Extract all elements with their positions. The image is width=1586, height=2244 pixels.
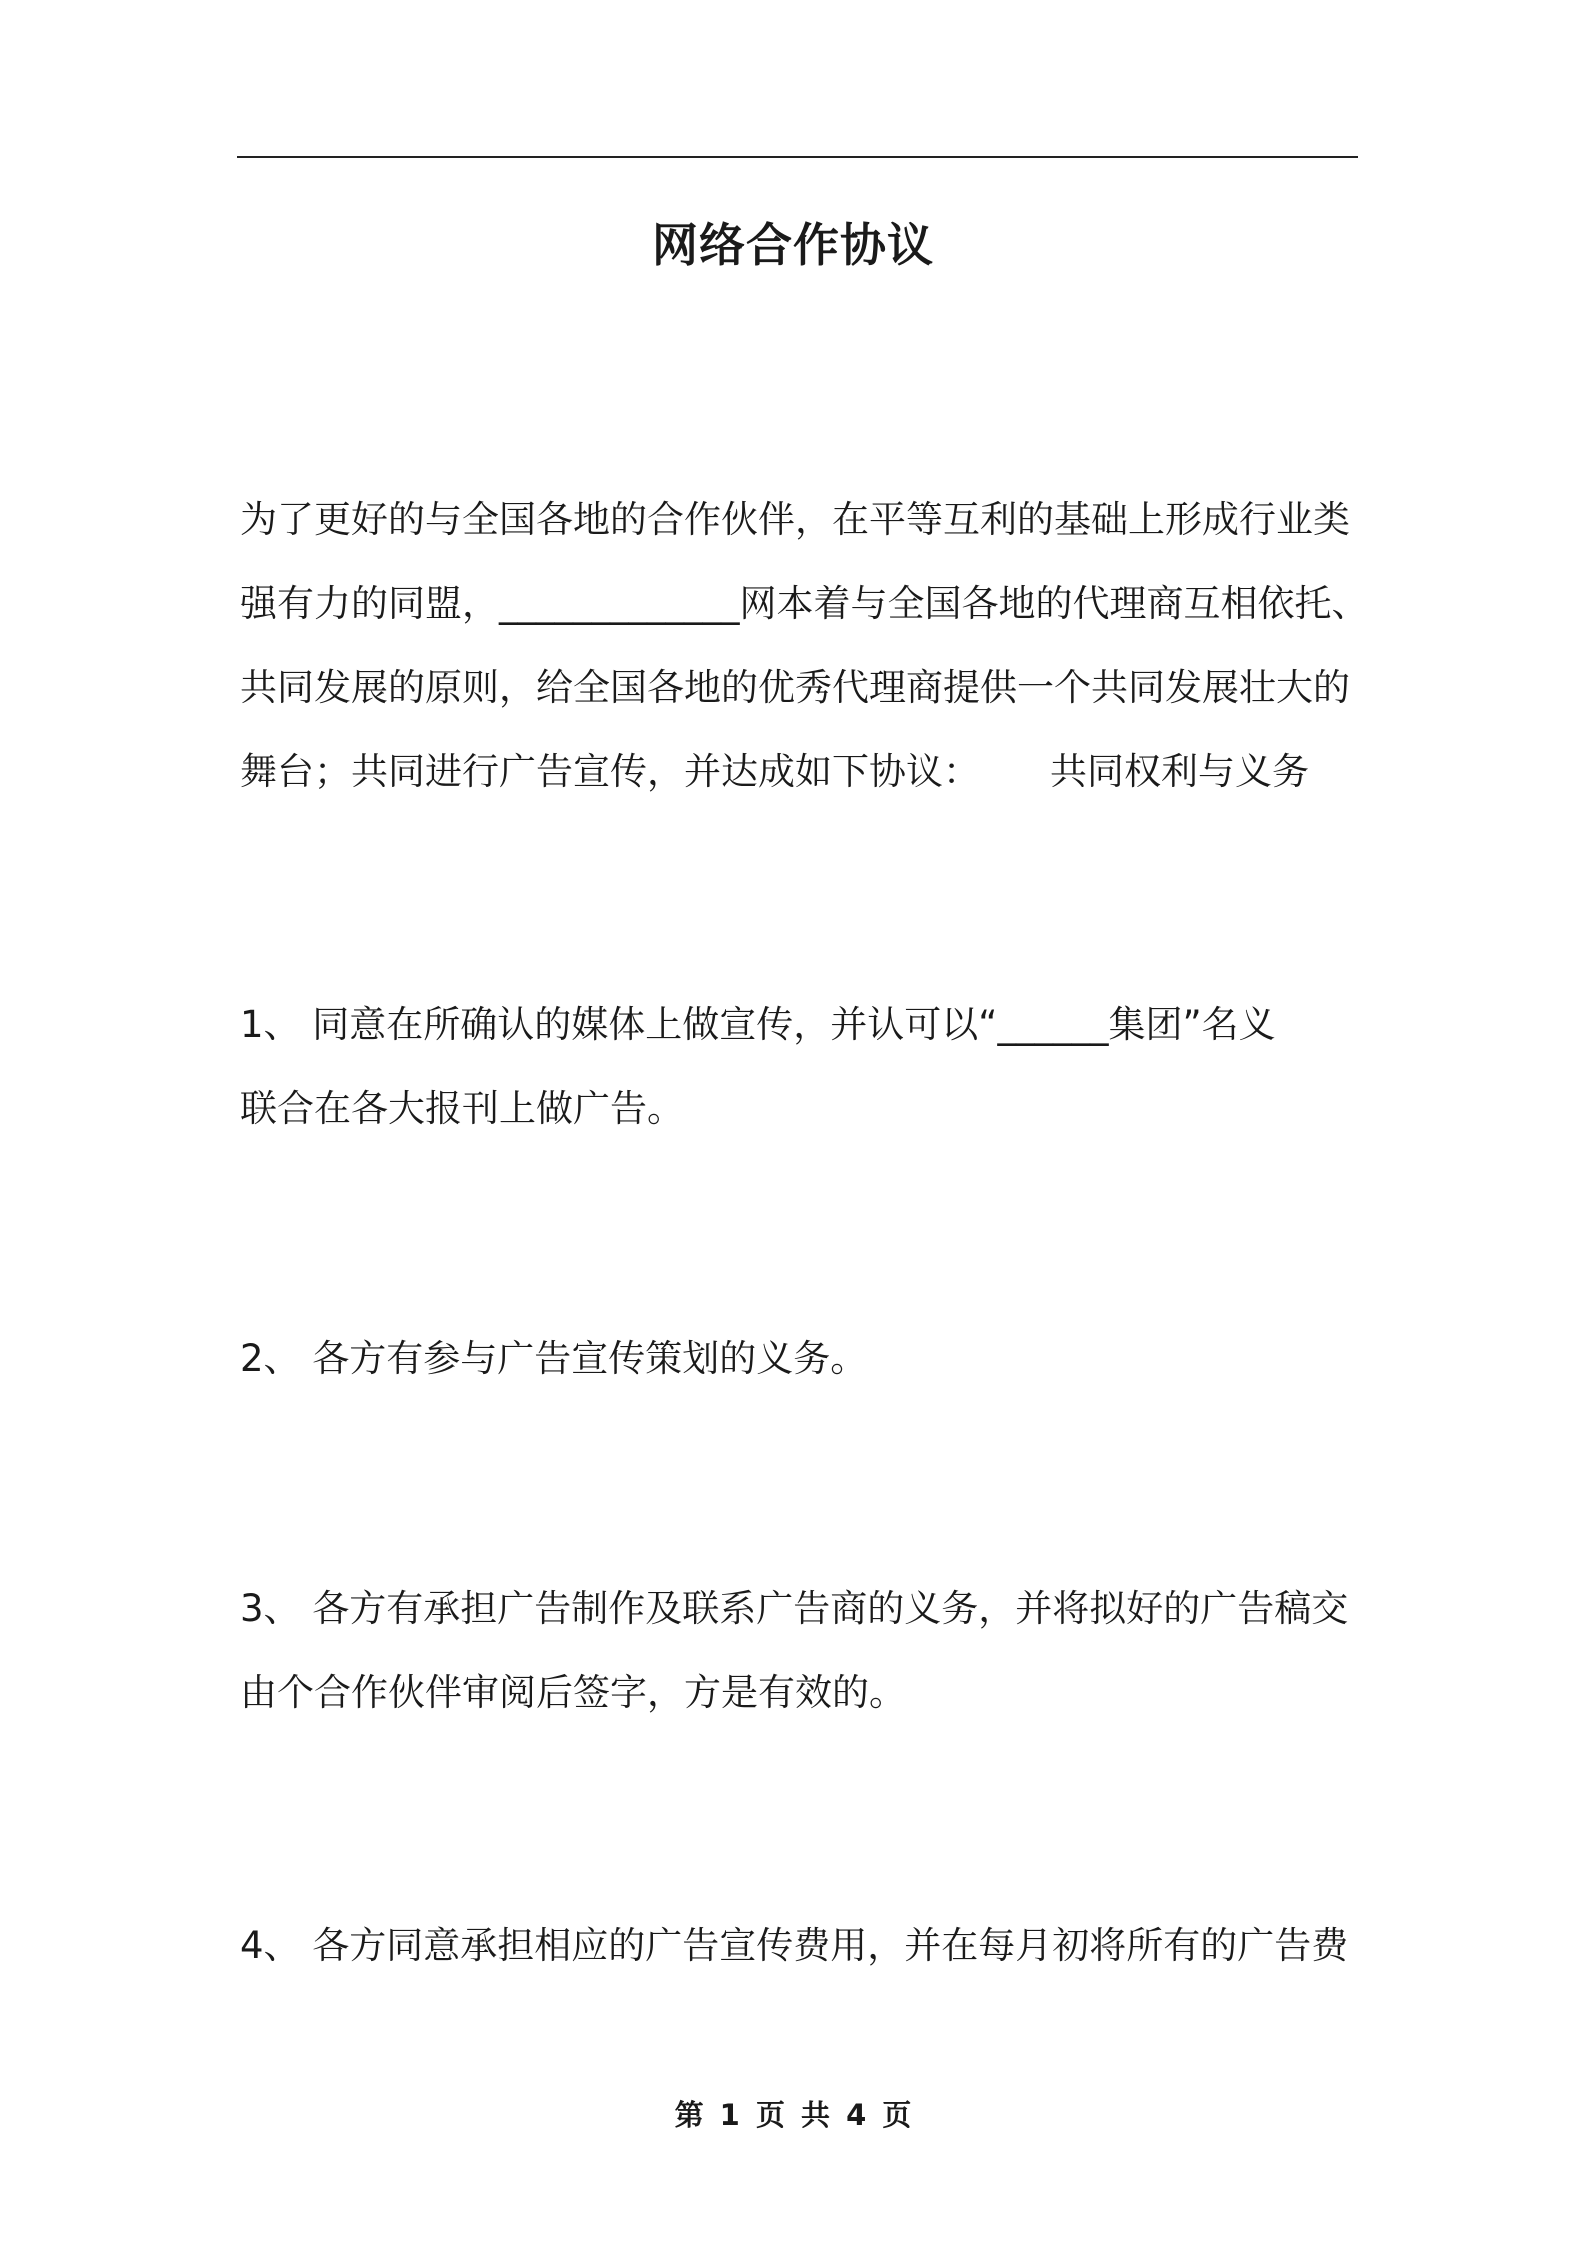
clause-3-line-2: 由个合作伙伴审阅后签字，方是有效的。 (240, 1671, 906, 1714)
header-rule (237, 156, 1358, 158)
section-heading: 共同权利与义务 (1050, 750, 1309, 793)
clause-1 (240, 983, 1360, 1151)
clause-4-line-1: 4、 各方同意承担相应的广告宣传费用，并在每月初将所有的广告费 (240, 1924, 1349, 1967)
intro-line-1: 为了更好的与全国各地的合作伙伴，在平等互利的基础上形成行业类 (240, 498, 1350, 541)
clause-4 (240, 1904, 1360, 1988)
intro-line-2: 强有力的同盟，_____________网本着与全国各地的代理商互相依托、 (240, 582, 1369, 625)
page-footer: 第 1 页 共 4 页 (674, 2098, 912, 2132)
clause-3-line-1: 3、 各方有承担广告制作及联系广告商的义务，并将拟好的广告稿交 (240, 1587, 1349, 1630)
intro-paragraph (240, 478, 1369, 814)
clause-1-line-2: 联合在各大报刊上做广告。 (240, 1087, 684, 1130)
intro-line-4-text: 舞台；共同进行广告宣传，并达成如下协议： (240, 750, 980, 793)
clause-2 (240, 1317, 1360, 1401)
intro-line-4 (240, 730, 1360, 814)
intro-line-3: 共同发展的原则，给全国各地的优秀代理商提供一个共同发展壮大的 (240, 666, 1350, 709)
document-title: 网络合作协议 (652, 218, 934, 272)
clause-3 (240, 1567, 1360, 1735)
clause-2-line-1: 2、 各方有参与广告宣传策划的义务。 (240, 1337, 868, 1380)
clause-1-line-1: 1、 同意在所确认的媒体上做宣传，并认可以“______集团”名义 (240, 1003, 1276, 1046)
